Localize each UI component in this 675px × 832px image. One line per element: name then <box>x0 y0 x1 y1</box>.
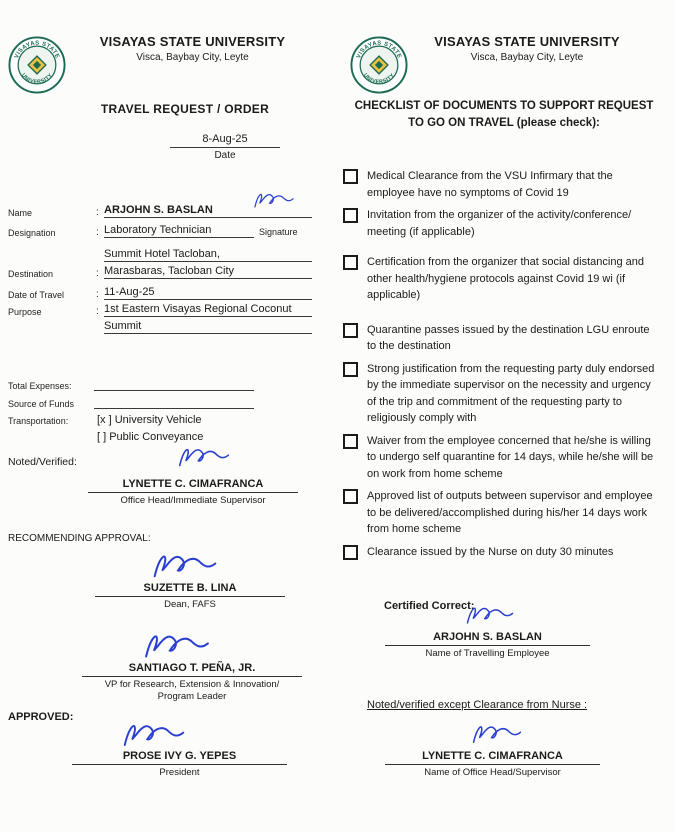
approved-label: APPROVED: <box>8 711 74 723</box>
dean-signature-block <box>95 582 285 611</box>
signature-ink-vp <box>138 628 216 666</box>
transportation-row <box>8 414 308 426</box>
checklist-item-text: Medical Clearance from the VSU Infirmary that the employee have no symptoms of Covid 19 <box>367 170 613 199</box>
checkbox[interactable] <box>343 208 358 223</box>
checkbox[interactable] <box>343 545 358 560</box>
purpose-value-line2: Summit <box>104 320 312 334</box>
checklist <box>343 168 668 566</box>
signature-ink-employee-right <box>464 598 516 634</box>
seal-bottom-text: UNIVERSITY <box>361 72 397 86</box>
checklist-item-strong-justification <box>343 361 668 427</box>
colon: : <box>96 306 99 317</box>
university-name-left: VISAYAS STATE UNIVERSITY <box>99 34 286 49</box>
supervisor-right-signature-block <box>385 750 600 779</box>
destination-value-line1: Summit Hotel Tacloban, <box>104 248 312 262</box>
checklist-item-text: Waiver from the employee concerned that he/she is willing to undergo self quarantine for 14 days, while he/she will be on work from home scheme <box>367 434 654 480</box>
destination-row <box>8 265 312 279</box>
checklist-item-nurse-clearance <box>343 544 668 561</box>
vp-title-line1: VP for Research, Extension & Innovation/ <box>104 679 280 690</box>
signature-ink-employee <box>252 186 296 216</box>
university-address-right: Visca, Baybay City, Leyte <box>470 52 584 63</box>
checklist-item-quarantine-passes <box>343 322 668 355</box>
seal-bottom-text: UNIVERSITY <box>19 72 55 86</box>
destination-label: Destination <box>8 269 54 279</box>
designation-row <box>8 224 254 238</box>
checklist-item-text: Clearance issued by the Nurse on duty 30 minutes <box>367 545 614 558</box>
noted-verified-label: Noted/Verified: <box>8 456 77 468</box>
supervisor-signature-block <box>88 478 298 507</box>
purpose-label: Purpose <box>8 307 42 317</box>
date-block <box>170 133 280 161</box>
source-of-funds-blank <box>94 396 254 409</box>
total-expenses-label: Total Expenses: <box>8 381 72 391</box>
president-signature-block <box>72 750 287 779</box>
form-title: TRAVEL REQUEST / ORDER <box>100 102 270 116</box>
vsu-seal-right-icon <box>350 36 408 94</box>
dean-name: SUZETTE B. LINA <box>95 582 285 597</box>
checkbox[interactable] <box>343 169 358 184</box>
supervisor-title: Office Head/Immediate Supervisor <box>120 495 266 506</box>
checkbox[interactable] <box>343 434 358 449</box>
university-name-right: VISAYAS STATE UNIVERSITY <box>434 34 620 49</box>
supervisor-right-caption: Name of Office Head/Supervisor <box>424 767 561 778</box>
checklist-title-line2: TO GO ON TRAVEL (please check): <box>408 117 600 129</box>
date-of-travel-value: 11-Aug-25 <box>104 286 312 300</box>
purpose-value-line1: 1st Eastern Visayas Regional Coconut <box>104 303 312 317</box>
designation-label: Designation <box>8 228 56 238</box>
checklist-item-invitation <box>343 207 668 240</box>
certified-correct-label: Certified Correct: <box>384 600 475 612</box>
recommending-approval-label: RECOMMENDING APPROVAL: <box>8 533 151 544</box>
total-expenses-blank <box>94 378 254 391</box>
checklist-item-text: Invitation from the organizer of the activity/conference/ meeting (if applicable) <box>367 209 632 238</box>
name-value: ARJOHN S. BASLAN <box>104 204 312 218</box>
purpose-row <box>8 303 312 317</box>
checkbox[interactable] <box>343 323 358 338</box>
vp-name: SANTIAGO T. PEÑA, JR. <box>82 662 302 677</box>
transportation-label: Transportation: <box>8 416 69 426</box>
university-address-left: Visca, Baybay City, Leyte <box>136 52 249 63</box>
source-of-funds-label: Source of Funds <box>8 399 75 409</box>
checklist-item-approved-outputs <box>343 488 668 538</box>
colon: : <box>96 268 99 279</box>
checklist-item-text: Quarantine passes issued by the destination LGU enroute to the destination <box>367 323 650 352</box>
destination-value-line1-wrap <box>104 248 312 262</box>
checklist-item-certification <box>343 254 668 304</box>
source-of-funds-row <box>8 396 254 409</box>
signature-caption: Signature <box>259 227 298 237</box>
checklist-item-medical-clearance <box>343 168 668 201</box>
signature-ink-supervisor <box>176 441 232 475</box>
checklist-title-line1: CHECKLIST OF DOCUMENTS TO SUPPORT REQUEST <box>354 100 654 112</box>
president-name: PROSE IVY G. YEPES <box>72 750 287 765</box>
name-label: Name <box>8 208 33 218</box>
seal-top-text: VISAYAS STATE <box>13 40 61 60</box>
transport-option-university-vehicle: [x ] University Vehicle <box>97 414 202 426</box>
colon: : <box>96 207 99 218</box>
checkbox[interactable] <box>343 255 358 270</box>
vp-title-line2: Program Leader <box>157 691 227 702</box>
supervisor-right-name: LYNETTE C. CIMAFRANCA <box>385 750 600 765</box>
colon: : <box>96 289 99 300</box>
transport-option-public-conveyance: [ ] Public Conveyance <box>97 431 204 443</box>
signature-ink-supervisor-right <box>470 718 524 752</box>
vsu-seal-left-icon <box>8 36 66 94</box>
employee-signature-block <box>385 631 590 660</box>
supervisor-name: LYNETTE C. CIMAFRANCA <box>88 478 298 493</box>
date-value: 8-Aug-25 <box>170 133 280 148</box>
designation-value: Laboratory Technician <box>104 224 254 238</box>
employee-name: ARJOHN S. BASLAN <box>385 631 590 646</box>
date-of-travel-label: Date of Travel <box>8 290 65 300</box>
dean-title: Dean, FAFS <box>164 599 216 610</box>
president-title: President <box>159 767 200 778</box>
purpose-value-line2-wrap <box>104 320 312 334</box>
employee-name-caption: Name of Travelling Employee <box>425 648 550 659</box>
checklist-title <box>336 98 672 132</box>
seal-top-text: VISAYAS STATE <box>355 40 403 60</box>
checkbox[interactable] <box>343 489 358 504</box>
noted-except-label: Noted/verified except Clearance from Nurse : <box>367 699 588 711</box>
signature-ink-dean <box>150 548 220 586</box>
date-of-travel-row <box>8 286 312 300</box>
date-label: Date <box>214 150 236 161</box>
colon: : <box>96 227 99 238</box>
checklist-item-text: Approved list of outputs between supervisor and employee to be delivered/accomplished during his/her 14 days work from home scheme <box>367 490 653 535</box>
checkbox[interactable] <box>343 362 358 377</box>
total-expenses-row <box>8 378 254 391</box>
checklist-item-waiver <box>343 433 668 483</box>
signature-ink-president <box>118 718 190 754</box>
destination-value-line2: Marasbaras, Tacloban City <box>104 265 312 279</box>
vp-signature-block <box>82 662 302 703</box>
checklist-item-text: Certification from the organizer that social distancing and other health/hygiene protocols against Covid 19 wi (if applicable) <box>367 256 644 301</box>
checklist-item-text: Strong justification from the requesting party duly endorsed by the immediate supervisor on the necessity and urgency of the trip and commitment of the requesting party to religiously comply with <box>367 362 655 424</box>
